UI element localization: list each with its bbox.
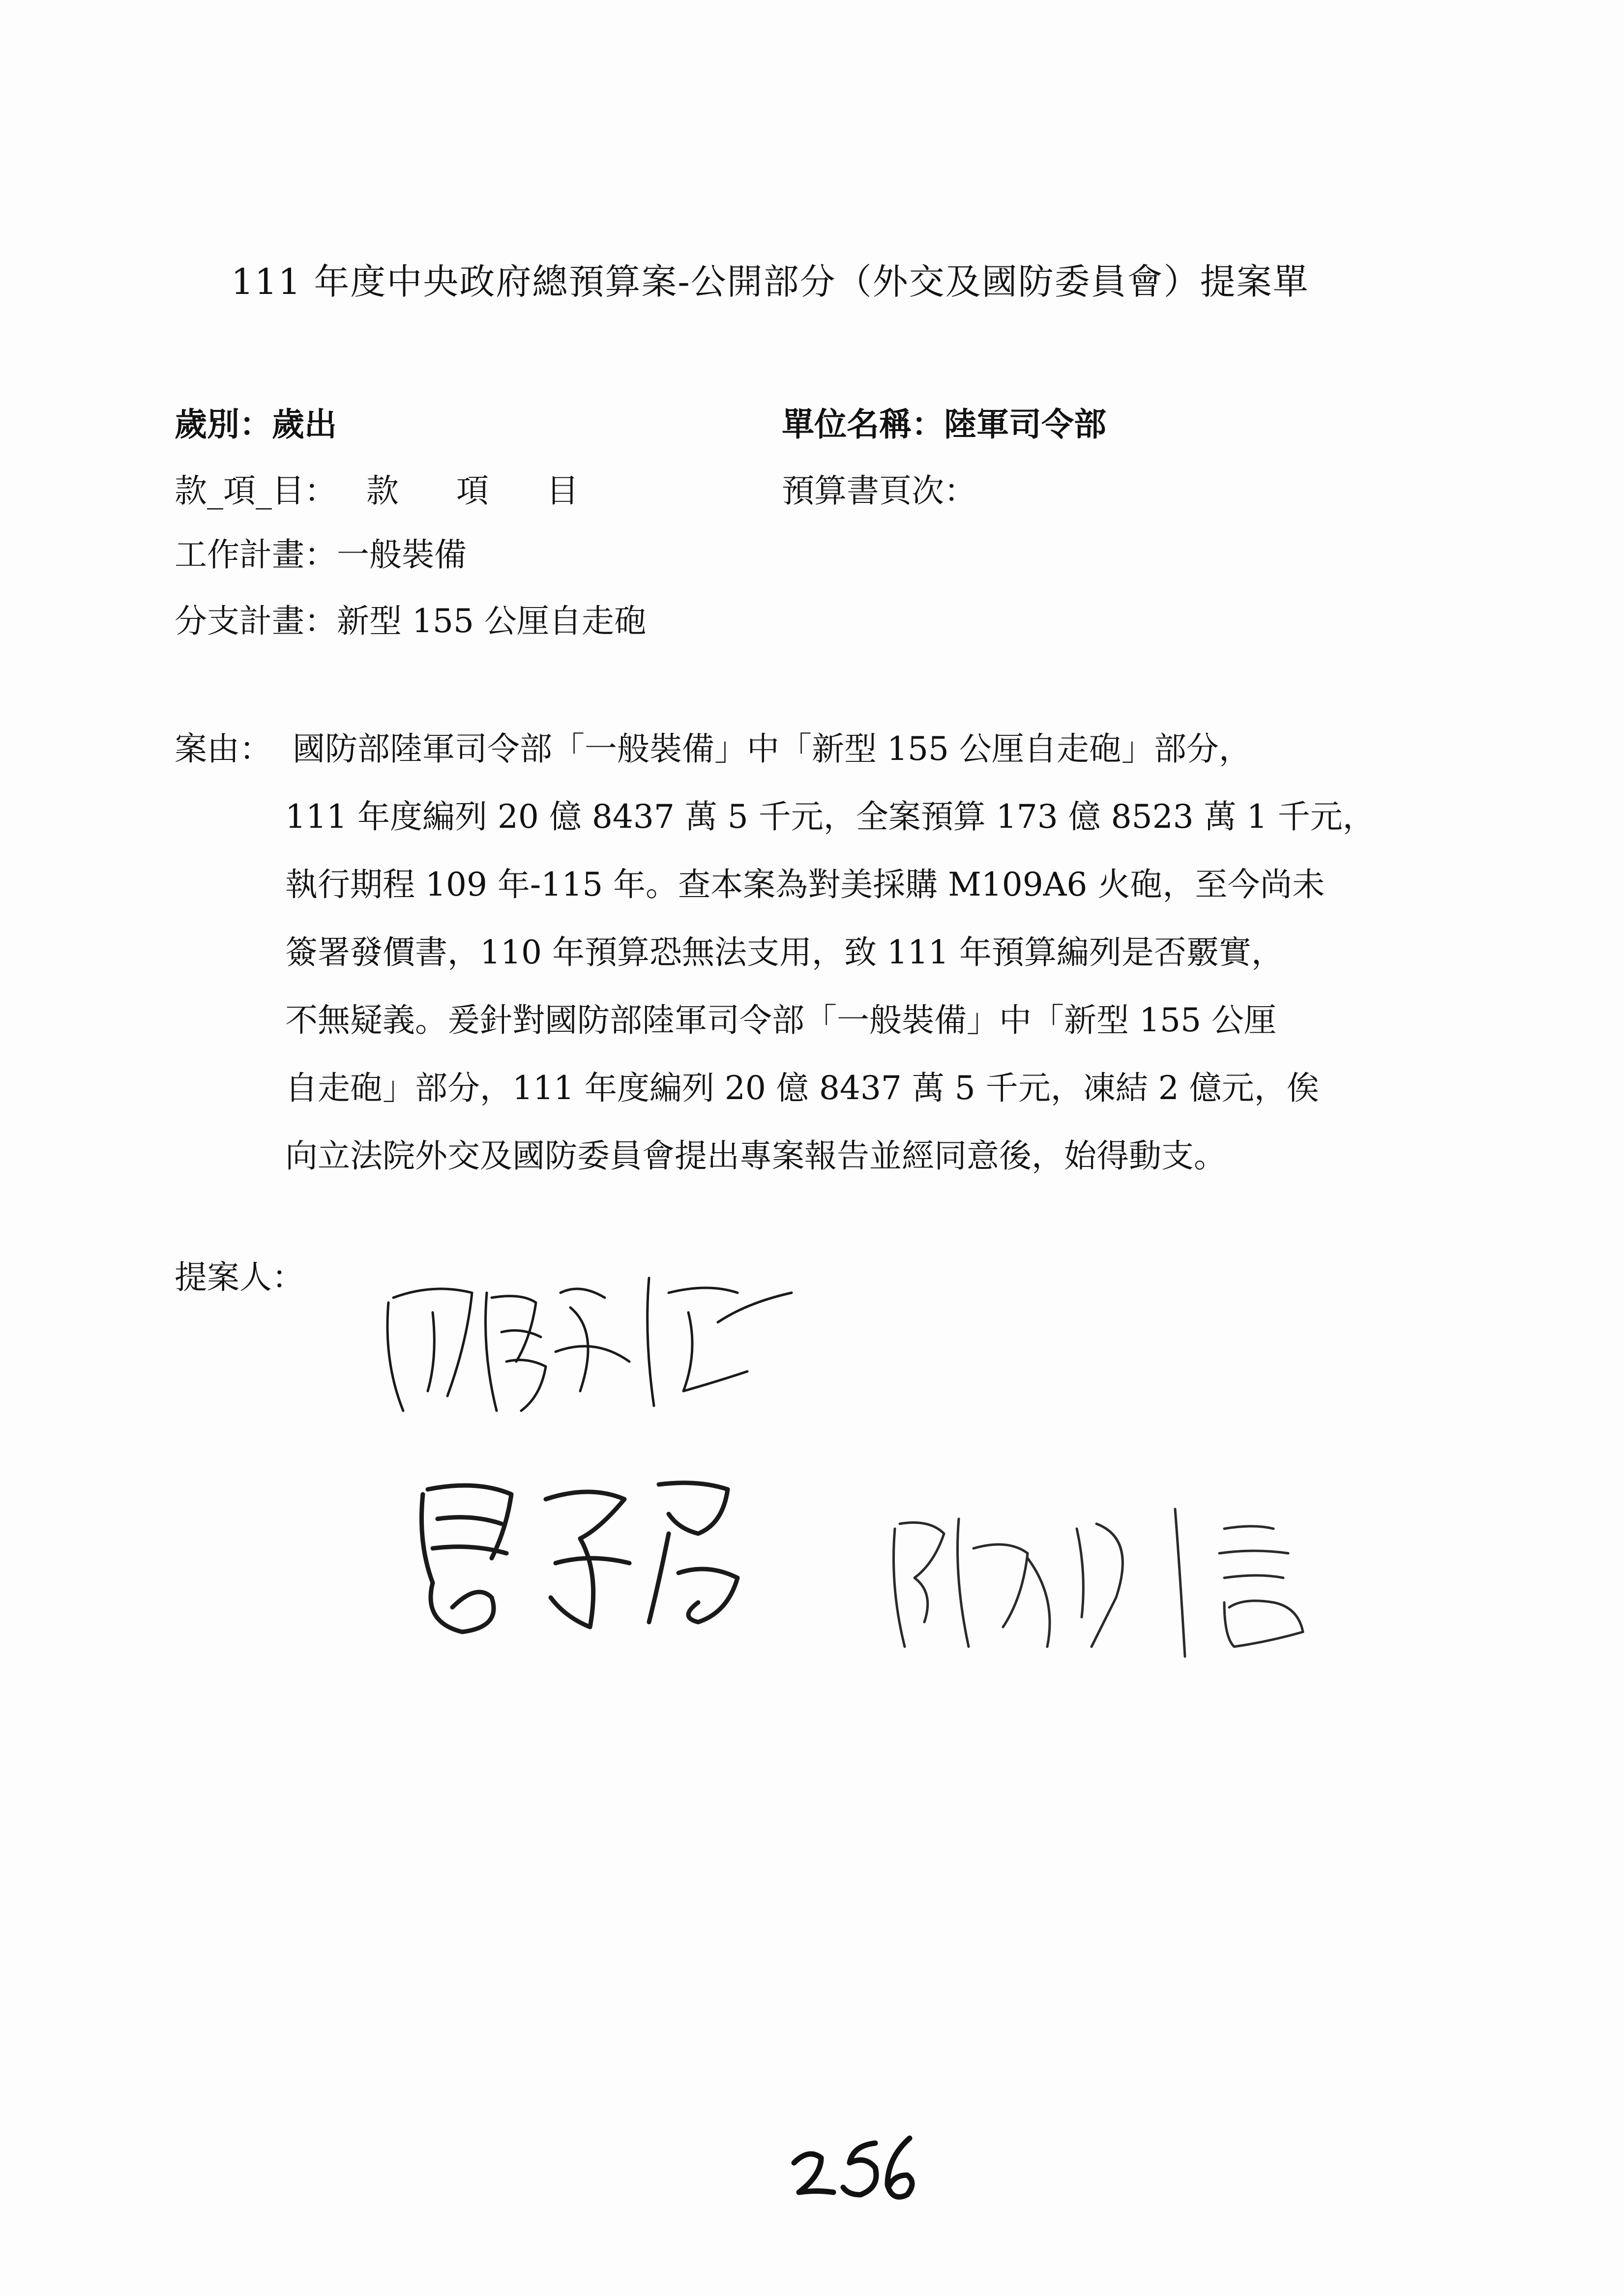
reason-label: 案由： — [175, 730, 272, 768]
budget-type-field — [175, 398, 337, 445]
budget-type-label: 歲別： — [175, 405, 272, 443]
reason-line: 國防部陸軍司令部「一般裝備」中「新型 155 公厘自走砲」部分， — [293, 730, 1251, 768]
budget-type-value: 歲出 — [272, 405, 337, 443]
unit-name-field — [782, 398, 1106, 445]
reason-line: 簽署發價書，110 年預算恐無法支用，致 111 年預算編列是否覈實， — [285, 933, 1284, 971]
reason-line: 執行期程 109 年-115 年。查本案為對美採購 M109A6 火砲，至今尚未 — [285, 866, 1325, 903]
item-field — [175, 465, 602, 511]
reason-line: 不無疑義。爰針對國防部陸軍司令部「一般裝備」中「新型 155 公厘 — [285, 1001, 1276, 1039]
work-plan-field — [175, 528, 467, 575]
handwritten-signature — [374, 1263, 806, 1425]
work-plan-value: 一般裝備 — [337, 536, 467, 574]
item-label: 款_項_目： — [175, 472, 337, 510]
proposer-label: 提案人： — [175, 1258, 304, 1296]
handwritten-signature — [880, 1499, 1323, 1676]
work-plan-label: 工作計畫： — [175, 536, 337, 574]
document-title: 111 年度中央政府總預算案-公開部分（外交及國防委員會）提案單 — [231, 261, 1309, 302]
reason-line: 111 年度編列 20 億 8437 萬 5 千元，全案預算 173 億 8523 萬 1 千元， — [285, 798, 1375, 836]
reason-line: 向立法院外交及國防委員會提出專案報告並經同意後，始得動支。 — [285, 1137, 1226, 1175]
unit-name-label: 單位名稱： — [782, 405, 944, 443]
sub-plan-field — [175, 595, 647, 641]
item-value: 款 項 目 — [366, 472, 602, 510]
budget-page-label: 預算書頁次： — [782, 472, 976, 510]
reason-line: 自走砲」部分，111 年度編列 20 億 8437 萬 5 千元，凍結 2 億元，俟 — [285, 1069, 1319, 1107]
unit-name-value: 陸軍司令部 — [944, 405, 1106, 443]
budget-page-field — [782, 465, 976, 511]
sub-plan-label: 分支計畫： — [175, 602, 337, 640]
sub-plan-value: 新型 155 公厘自走砲 — [337, 602, 647, 640]
handwritten-page-number — [787, 2128, 924, 2217]
handwritten-signature — [403, 1465, 757, 1652]
